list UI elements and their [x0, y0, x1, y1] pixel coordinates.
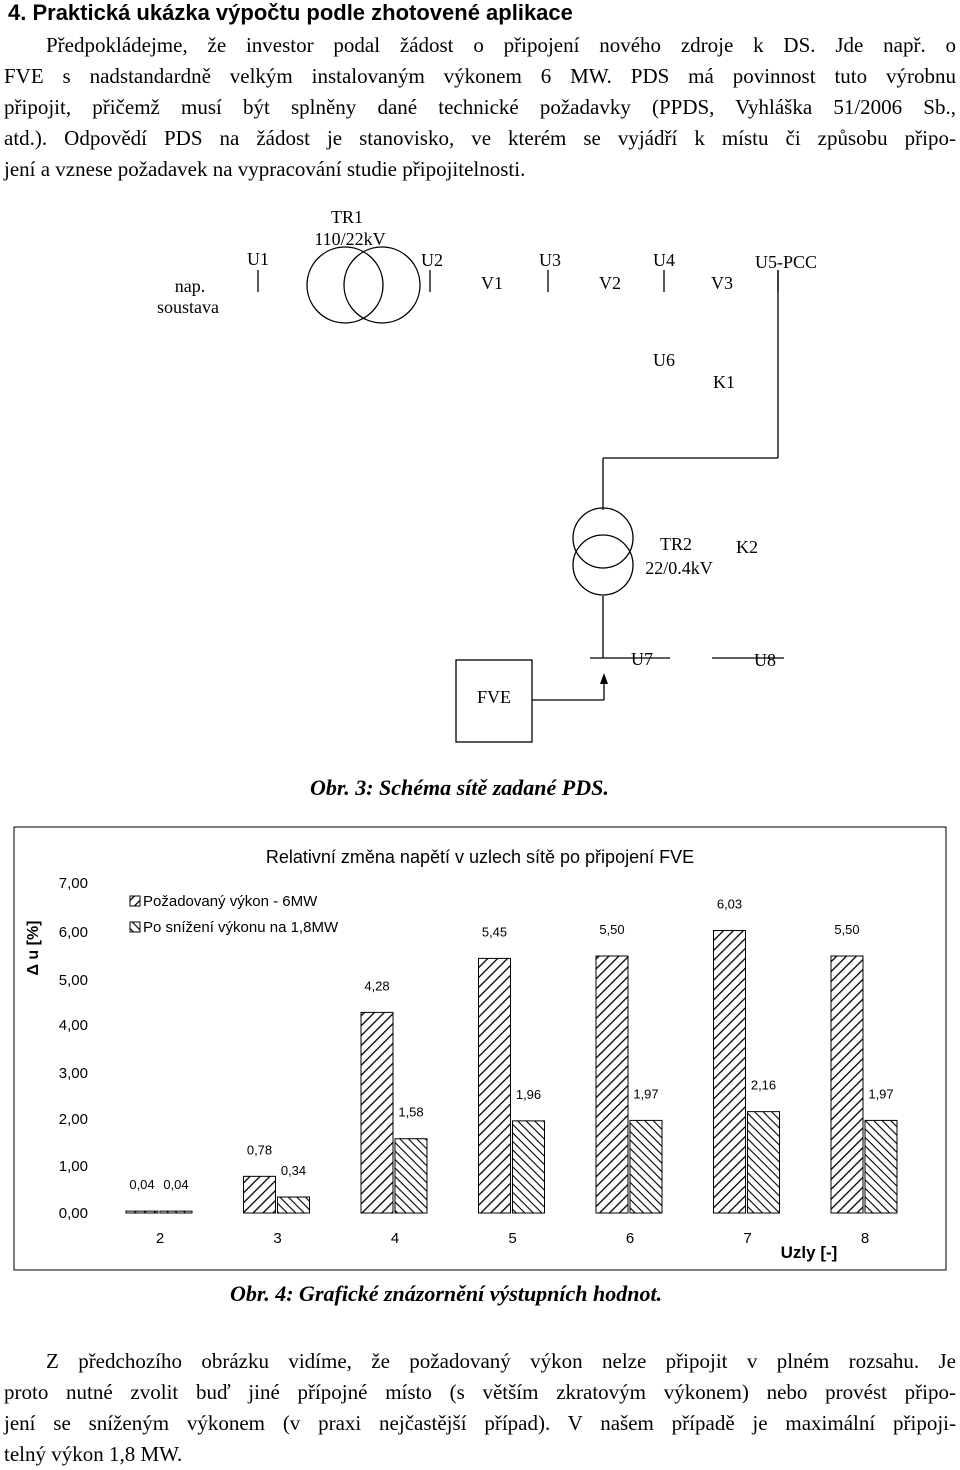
bar [714, 931, 746, 1213]
intro-line: připojit, přičemž musí být splněny dané technické požadavky (PPDS, Vyhláška 51/2006 Sb., [4, 95, 956, 119]
y-tick-label: 3,00 [58, 1065, 88, 1082]
tr1-label: TR1 [330, 207, 364, 227]
y-tick-label: 6,00 [58, 924, 88, 941]
data-label: 0,34 [280, 1163, 307, 1179]
data-label: 1,97 [868, 1086, 894, 1102]
conclusion-line: telný výkon 1,8 MW. [4, 1442, 183, 1466]
line-label-k2: K2 [736, 537, 758, 557]
node-label-u7: U7 [631, 649, 653, 669]
data-label: 2,16 [750, 1077, 777, 1093]
node-label-u3: U3 [539, 250, 561, 270]
line-label-k1: K1 [713, 372, 735, 392]
bar [278, 1197, 310, 1213]
data-label: 5,50 [834, 922, 860, 937]
node-label-u1: U1 [247, 249, 269, 269]
line-label-v2: V2 [599, 273, 621, 293]
y-tick-label: 4,00 [58, 1017, 88, 1034]
x-axis-label: Uzly [-] [780, 1243, 838, 1262]
bar [244, 1176, 276, 1213]
line-label-v3: V3 [711, 273, 733, 293]
tr1-winding-secondary [344, 247, 420, 323]
fve-label: FVE [476, 687, 512, 707]
bar [160, 1211, 192, 1213]
line-label-v1: V1 [481, 273, 503, 293]
intro-line: Předpokládejme, že investor podal žádost o připojení nového zdroje k DS. Jde např. o [46, 33, 956, 57]
bar [395, 1139, 427, 1213]
conclusion-line: Z předchozího obrázku vidíme, že požadovaný výkon nelze připojit v plném rozsahu. Je [46, 1349, 956, 1373]
bar [596, 956, 628, 1213]
bar [513, 1121, 545, 1213]
data-label: 1,96 [515, 1086, 542, 1102]
bar [630, 1120, 662, 1213]
figure3-caption: Obr. 3: Schéma sítě zadané PDS. [310, 775, 609, 800]
nap-label: nap. [174, 276, 206, 296]
y-tick-label: 1,00 [58, 1158, 88, 1175]
bar [479, 958, 511, 1213]
data-label: 0,78 [246, 1142, 273, 1158]
data-label: 6,03 [716, 896, 743, 912]
data-label: 5,50 [599, 922, 625, 937]
tr1-winding-primary [307, 247, 383, 323]
x-tick-label: 3 [273, 1230, 282, 1247]
data-label: 5,45 [481, 924, 508, 940]
data-label: 4,28 [364, 978, 390, 994]
node-label-u6: U6 [653, 350, 675, 370]
bar [126, 1211, 158, 1213]
conclusion-paragraph [4, 1346, 956, 1470]
data-label: 1,58 [398, 1104, 424, 1120]
data-label: 0,04 [163, 1177, 189, 1193]
node-label-u8: U8 [754, 650, 776, 670]
node-label-u5: U5-PCC [754, 252, 818, 272]
y-tick-label: 2,00 [58, 1111, 88, 1128]
conclusion-line: proto nutné zvolit buď jiné přípojné místo (s větším zkratovým výkonem) nebo provést připo- [4, 1380, 956, 1404]
section-heading: 4. Praktická ukázka výpočtu podle zhotovené aplikace [8, 0, 573, 25]
arrow-icon [600, 673, 608, 684]
voltage-change-chart [0, 825, 960, 1275]
figure4-caption: Obr. 4: Grafické znázornění výstupních hodnot. [230, 1281, 663, 1306]
tr2-winding-secondary [573, 535, 633, 595]
bar [748, 1112, 780, 1213]
y-tick-label: 0,00 [58, 1205, 88, 1222]
intro-line: jení a vznese požadavek na vypracování studie připojitelnosti. [4, 157, 526, 181]
x-tick-label: 8 [860, 1230, 870, 1247]
nap-label: soustava [157, 297, 219, 317]
intro-paragraph [4, 30, 956, 185]
legend-entry: Po snížení výkonu na 1,8MW [143, 919, 339, 936]
y-tick-label: 5,00 [58, 972, 88, 989]
tr2-winding-primary [573, 508, 633, 568]
tr2-label: TR2 [659, 534, 693, 554]
tr1-ratio: 110/22kV [314, 229, 386, 249]
x-tick-label: 4 [390, 1230, 400, 1247]
network-schema [0, 195, 960, 775]
data-label: 1,97 [633, 1086, 659, 1102]
bar [865, 1120, 897, 1213]
tr2-ratio: 22/0.4kV [645, 558, 713, 578]
bar [361, 1012, 393, 1213]
y-axis-label: Δ u [%] [25, 920, 42, 976]
data-label: 0,04 [129, 1177, 155, 1193]
legend-swatch [130, 896, 140, 906]
x-tick-label: 2 [155, 1230, 165, 1247]
chart-title: Relativní změna napětí v uzlech sítě po připojení FVE [265, 847, 695, 867]
node-label-u4: U4 [653, 250, 675, 270]
x-tick-label: 7 [743, 1230, 752, 1247]
bar [831, 956, 863, 1213]
y-tick-label: 7,00 [58, 875, 88, 892]
conclusion-line: jení se sníženým výkonem (v praxi nejčastější případ). V našem případě je maximální připoji- [4, 1411, 956, 1435]
x-tick-label: 5 [508, 1230, 517, 1247]
x-tick-label: 6 [625, 1230, 635, 1247]
legend-entry: Požadovaný výkon - 6MW [143, 893, 318, 910]
chart-legend [130, 893, 339, 936]
node-label-u2: U2 [421, 250, 443, 270]
intro-line: FVE s nadstandardně velkým instalovaným výkonem 6 MW. PDS má povinnost tuto výrobnu [4, 64, 956, 88]
intro-line: atd.). Odpovědí PDS na žádost je stanovisko, ve kterém se vyjádří k místu či způsobu připo- [4, 126, 956, 150]
legend-swatch [130, 922, 140, 932]
